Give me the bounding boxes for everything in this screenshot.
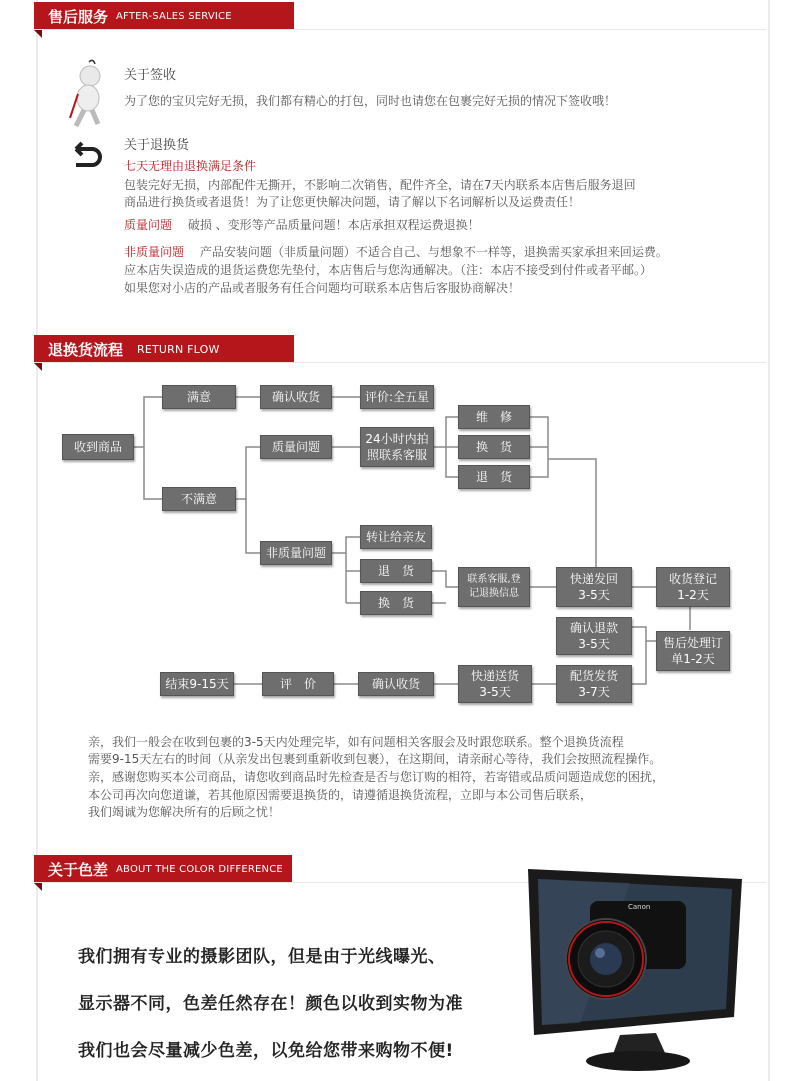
color-line2: 显示器不同，色差任然存在！颜色以收到实物为准: [78, 994, 463, 1014]
color-line1: 我们拥有专业的摄影团队，但是由于光线曝光、: [78, 947, 446, 967]
camera-brand: Canon: [628, 903, 651, 911]
flow-node-end: 结束9-15天: [160, 672, 234, 696]
nonquality-text2: 应本店失误造成的退货运费您先垫付，本店售后与您沟通解决。（注：本店不接受到付件或者平邮。）: [124, 263, 653, 277]
flow-node-return2: 退 货: [360, 559, 432, 583]
after-sales-section: [0, 0, 790, 330]
quality-text: 破损 、变形等产品质量问题！本店承担双程运费退换！: [187, 218, 480, 232]
return-flow-section: [0, 335, 790, 835]
flow-para1: 亲，我们一般会在收到包裹的3-5天内处理完毕，如有问题相关客服会及时跟您联系。整个退换货流程: [88, 735, 624, 749]
flow-node-dispatch: 配货发货 3-7天: [556, 665, 632, 703]
flow-node-satisfied: 满意: [162, 385, 236, 409]
flow-node-unsatisfied: 不满意: [162, 487, 236, 511]
nonquality-text3: 如果您对小店的产品或者服务有任合问题均可联系本店售后客服协商解决！: [124, 281, 521, 295]
color-difference-header: [34, 855, 292, 883]
header-title-cn: 退换货流程: [48, 340, 124, 359]
flow-node-confirm-receipt1: 确认收货: [260, 385, 332, 409]
flow-para4: 本公司再次向您道谦，若其他原因需要退换货的，请遵循退换货流程，立即与本公司售后联系，: [88, 788, 593, 802]
returns-title: 关于退换货: [124, 138, 190, 153]
nonquality-label: 非质量问题: [124, 245, 185, 259]
flow-node-contact-cs: 联系客服,登 记退换信息: [458, 567, 530, 607]
returns-highlight: 七天无理由退换满足条件: [124, 159, 257, 173]
returns-line2: 商品进行换货或者退货！为了让您更快解决问题，请了解以下名词解析以及运费责任！: [124, 195, 581, 209]
flow-node-repair: 维 修: [458, 405, 530, 429]
quality-row: [124, 216, 480, 234]
color-line3: 我们也会尽量减少色差，以免给您带来购物不便!: [78, 1041, 454, 1061]
flow-node-nonquality: 非质量问题: [260, 541, 332, 565]
exchange-arrows-icon: [66, 141, 104, 175]
nonquality-text1: 产品安装问题（非质量问题）不适合自己、与想象不一样等，退换需买家承担来回运费。: [199, 245, 668, 259]
header-title-en: AFTER-SALES SERVICE: [116, 10, 232, 22]
color-difference-section: [0, 855, 790, 1081]
header-title-en: RETURN FLOW: [137, 342, 220, 356]
flow-node-receive: 收到商品: [62, 434, 134, 460]
flow-node-ship-back: 快递发回 3-5天: [556, 567, 632, 607]
flow-node-transfer: 转让给亲友: [360, 525, 432, 549]
flow-node-contact24: 24小时内拍 照联系客服: [360, 427, 434, 467]
flow-node-delivery: 快递送货 3-5天: [458, 665, 532, 703]
monitor-camera-image: [520, 867, 750, 1077]
after-sales-header: [34, 2, 294, 30]
flow-node-confirm-refund: 确认退款 3-5天: [556, 617, 632, 655]
delivery-person-icon: [62, 58, 112, 130]
flow-node-quality: 质量问题: [260, 435, 332, 459]
sign-title: 关于签收: [124, 68, 177, 83]
flow-node-register: 收货登记 1-2天: [656, 567, 730, 607]
header-title-cn: 售后服务: [48, 7, 109, 26]
flow-para3: 亲，感谢您购买本公司商品，请您收到商品时先检查是否与您订购的相符，若寄错或品质问题造成您的困扰，: [88, 770, 665, 784]
flow-node-return1: 退 货: [458, 465, 530, 489]
returns-line1: 包装完好无损，内部配件无撕开，不影响二次销售，配件齐全，请在7天内联系本店售后服务退回: [124, 178, 636, 192]
flow-node-exchange1: 换 货: [458, 435, 530, 459]
flow-node-exchange2: 换 货: [360, 591, 432, 615]
sign-text: 为了您的宝贝完好无损，我们都有精心的打包，同时也请您在包裹完好无损的情况下签收哦！: [124, 94, 617, 108]
flow-para5: 我们竭诚为您解决所有的后顾之忧！: [88, 805, 281, 819]
quality-label: 质量问题: [124, 218, 173, 232]
flow-node-review: 评 价: [262, 672, 334, 696]
flow-para2: 需要9-15天左右的时间（从亲发出包裹到重新收到包裹），在这期间，请亲耐心等待，我们会按照流程操作。: [88, 752, 662, 766]
nonquality-row: [124, 243, 668, 261]
flow-node-five-star: 评价:全五星: [360, 385, 434, 409]
flow-node-after-sales: 售后处理订 单1-2天: [656, 631, 730, 671]
header-title-cn: 关于色差: [48, 860, 109, 879]
header-title-en: ABOUT THE COLOR DIFFERENCE: [116, 863, 283, 875]
flow-node-confirm-receipt2: 确认收货: [358, 672, 434, 696]
